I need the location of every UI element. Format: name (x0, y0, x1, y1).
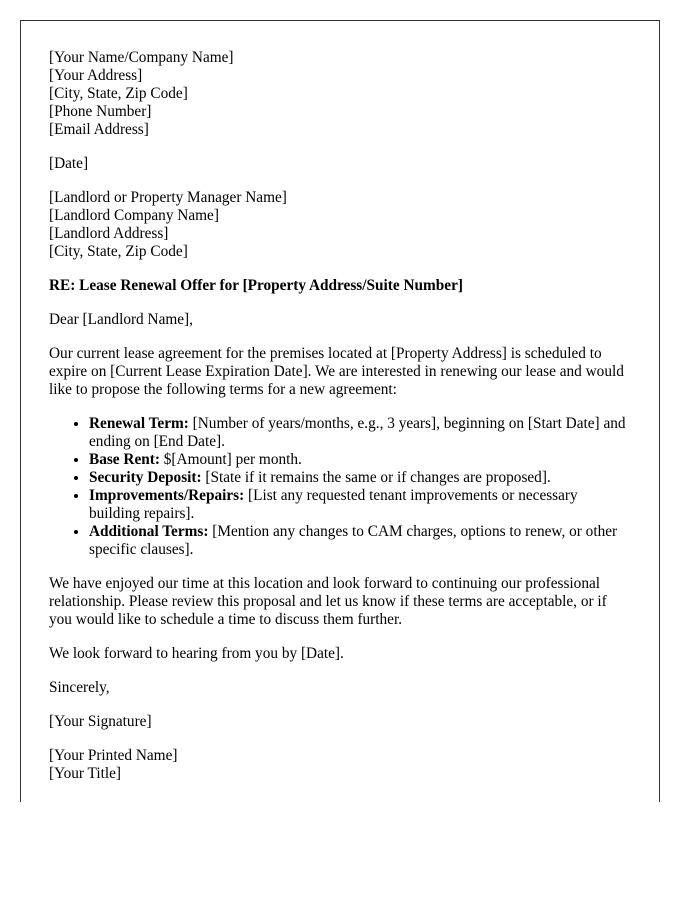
sender-name: [Your Name/Company Name] (49, 49, 234, 66)
salutation: Dear [Landlord Name], (49, 311, 193, 328)
letter-date: [Date] (49, 155, 89, 172)
signer-block (49, 747, 631, 783)
term-item (89, 523, 631, 559)
term-item (89, 469, 631, 487)
term-text: [List any requested tenant improvements or necessary building repairs]. (89, 487, 578, 522)
term-label: Security Deposit: (89, 469, 202, 486)
subject-line (49, 277, 631, 295)
printed-name: [Your Printed Name] (49, 747, 178, 764)
term-item (89, 451, 631, 469)
term-label: Improvements/Repairs: (89, 487, 245, 504)
term-label: Additional Terms: (89, 523, 209, 540)
intro-paragraph: Our current lease agreement for the premises located at [Property Address] is scheduled to expire on [Current Lease Expiration Date]. We are interested in renewing our lease and would like to propose the following terms for a new agreement: (49, 345, 624, 398)
sender-block (49, 49, 631, 139)
sender-phone: [Phone Number] (49, 103, 152, 120)
sender-email: [Email Address] (49, 121, 149, 138)
term-text: [Number of years/months, e.g., 3 years], beginning on [Start Date] and ending on [End Date]. (89, 415, 626, 450)
recipient-block (49, 189, 631, 261)
recipient-city: [City, State, Zip Code] (49, 243, 188, 260)
recipient-name: [Landlord or Property Manager Name] (49, 189, 287, 206)
terms-list (49, 415, 631, 559)
recipient-address: [Landlord Address] (49, 225, 169, 242)
closing: Sincerely, (49, 679, 110, 696)
term-text: $[Amount] per month. (159, 451, 302, 468)
term-label: Base Rent: (89, 451, 160, 468)
term-item (89, 487, 631, 523)
recipient-company: [Landlord Company Name] (49, 207, 219, 224)
term-item (89, 415, 631, 451)
signature: [Your Signature] (49, 713, 152, 730)
body-paragraph-closing: We look forward to hearing from you by [Date]. (49, 645, 344, 662)
body-paragraph: We have enjoyed our time at this location and look forward to continuing our professional relationship. Please review this proposal and let us know if these terms are acceptable, or if you would like to schedule a time to discuss them further. (49, 575, 607, 628)
term-label: Renewal Term: (89, 415, 189, 432)
signer-title: [Your Title] (49, 765, 121, 782)
letter-page (20, 20, 660, 802)
sender-address: [Your Address] (49, 67, 143, 84)
term-text: [Mention any changes to CAM charges, options to renew, or other specific clauses]. (89, 523, 618, 558)
subject-text: RE: Lease Renewal Offer for [Property Address/Suite Number] (49, 277, 463, 294)
sender-city: [City, State, Zip Code] (49, 85, 188, 102)
term-text: [State if it remains the same or if changes are proposed]. (201, 469, 551, 486)
